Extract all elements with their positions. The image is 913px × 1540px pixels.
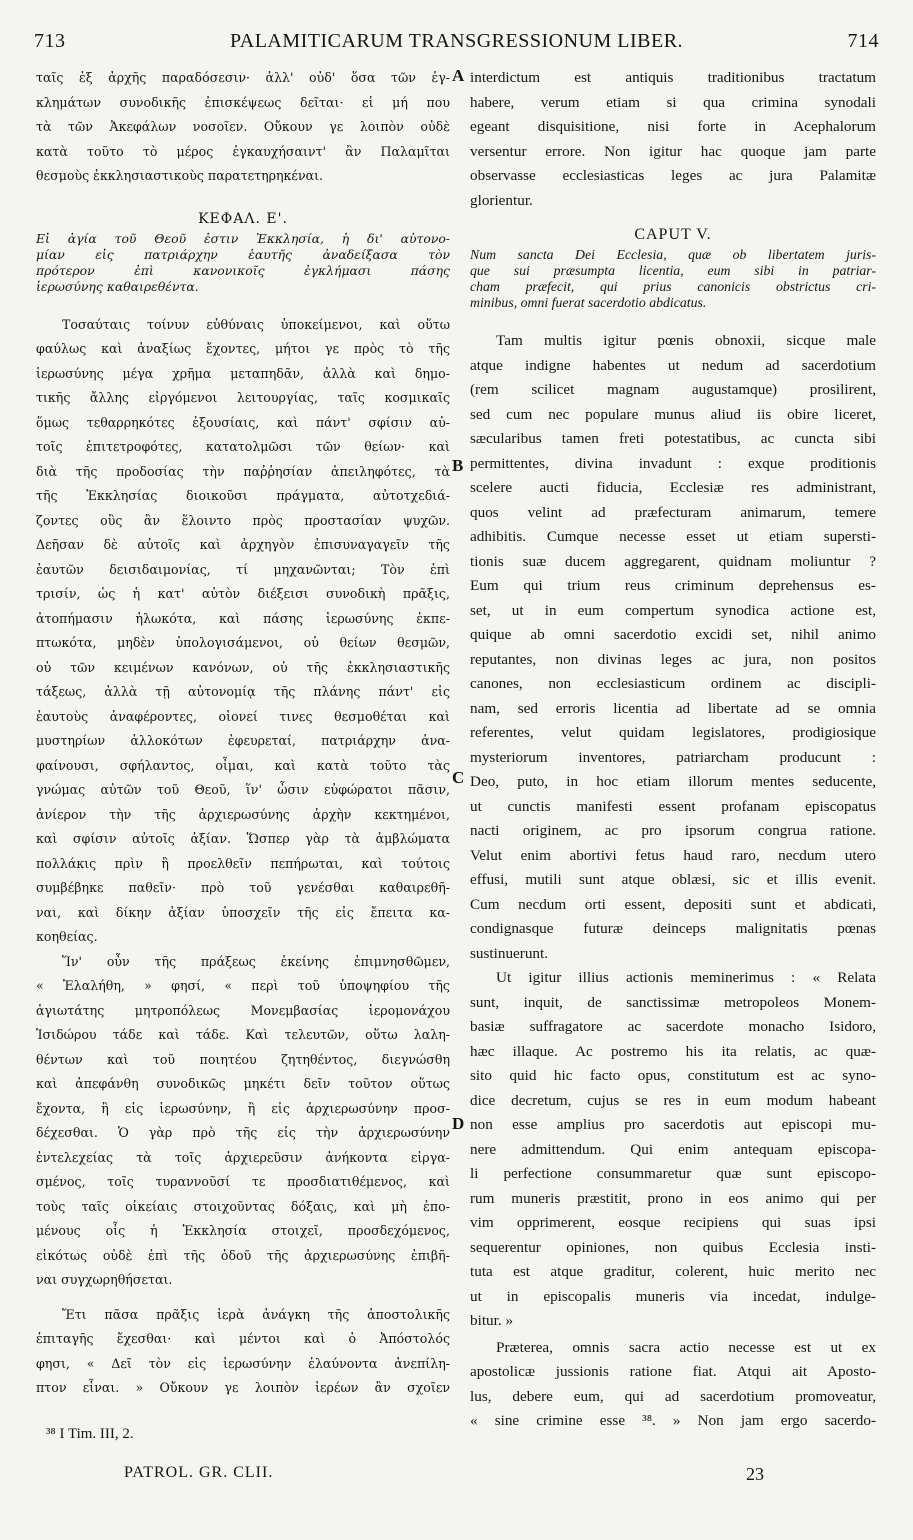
page-header (28, 30, 885, 56)
text-line: τοῖς ἐπιτετροφότες, κατατολμῶσι τῶν θείων· καὶ (36, 439, 450, 454)
text-line: referentes, velut quidam legislatores, prodigiosique (470, 724, 876, 741)
summary-line: Εἰ ἁγία τοῦ Θεοῦ ἐστιν Ἐκκλησία, ἡ δι' αὐτονο- (36, 230, 450, 246)
latin-intro (470, 66, 876, 213)
text-line: μένους οἷς ἡ Ἐκκλησία στοιχεῖ, προσδεχόμενος, (36, 1223, 450, 1238)
text-line: egeant disquisitione, nisi forte in Acephalorum (470, 118, 876, 135)
text-line: bitur. » (470, 1312, 514, 1329)
text-line: ναι, καὶ δίκην ἀξίαν ὑποσχεῖν τῆς εἰς ἔπειτα κα- (36, 904, 450, 920)
text-line: θέντων καὶ τοῦ ποιητέου ζητηθέντος, διεγνώσθη (36, 1051, 450, 1067)
text-line: « sine crimine esse ³⁸. » Non jam ergo sacerdo- (470, 1412, 876, 1429)
text-line: φησι, « Δεῖ τὸν εἰς ἱερωσύνην ἐλαύνοντα ἀνεπίλη- (36, 1355, 450, 1371)
right-page-number: 714 (847, 30, 879, 52)
text-line: ἱερωσύνης μέγα χρῆμα μεταπηδᾶν, ἀλλὰ καὶ δημο- (36, 365, 450, 381)
text-line: ἐντελεχείας τὰ τοῖς ἀρχιερεῦσιν ἀνήκοντα εἰργα- (36, 1149, 450, 1165)
text-line: γνώμας αὐτῶν τοῦ Θεοῦ, ἵν' ὦσιν εὐφώρατοι πᾶσιν, (36, 782, 450, 797)
text-line: basiæ suffragatore ac sacerdote monacho Isidoro, (470, 1018, 876, 1035)
text-line: nere admittendum. Qui enim antequam episcopa- (470, 1140, 876, 1158)
text-line: συμβέβηκε παθεῖν· πρὸ τοῦ γενέσθαι καθαιρεθῆ- (36, 880, 450, 895)
sheet-number: 23 (746, 1464, 764, 1484)
text-line: sito quid hic facto opus, constitutum est ac syno- (470, 1067, 876, 1084)
text-line: dice decretum, cujus se res in eum modum habeant (470, 1091, 876, 1109)
summary-line: minibus, omni fuerat sacerdotio abdicatus. (470, 295, 707, 310)
greek-chapter-heading: ΚΕΦΑΛ. Ε'. (198, 210, 288, 227)
text-line: lus, debere eum, qui ad sacerdotium promoveatur, (470, 1387, 876, 1405)
text-line: habere, verum etiam si qua crimina synodali (470, 93, 876, 111)
text-line: σμένος, τοῖς τυραννοῦσί τε προσδιατιθέμενος, καὶ (36, 1174, 450, 1189)
text-line: ἁγιωτάτης μητροπόλεως Μονεμβασίας ἱερομονάχου (36, 1002, 450, 1018)
text-line: effusi, mutili sunt atque oblæsi, sic et illis evenit. (470, 871, 876, 888)
text-line: καὶ ἀπεφάνθη συνοδικῶς μηκέτι δεῖν τοῦτον οὕτως (36, 1076, 450, 1091)
text-line: Velut enim abortivi fetus haud raro, necdum utero (470, 846, 876, 864)
text-line: glorientur. (470, 191, 533, 209)
summary-line: Num sancta Dei Ecclesia, quæ ob libertatem juris- (470, 247, 876, 262)
margin-letter-a: A (452, 66, 465, 85)
text-line: ἀτοπήμασιν ἡλωκότα, καὶ πάσης ἱερωσύνης ἐκπε- (36, 610, 450, 626)
text-line: Ἵν' οὖν τῆς πράξεως ἐκείνης ἐπιμνησθῶμεν, (62, 953, 450, 969)
text-line: τρισίν, ὡς ἡ κατ' αὐτὸν διέξεισι συνοδικὴ πρᾶξις, (36, 586, 450, 601)
text-line: sæcularibus tamen freti potestatibus, ac cuncta sibi (470, 430, 876, 447)
latin-paragraph-1 (470, 329, 876, 966)
greek-intro (36, 66, 450, 189)
text-line: adhibitis. Cumque necesse esset ut etiam supersti- (470, 528, 876, 545)
text-line: φαύλως καὶ ἀναξίως ἔχοντες, μήτοι γε πρὸς τὸ τῆς (36, 341, 450, 356)
greek-paragraph-2 (36, 950, 450, 1293)
text-line: scelere aucti fiducia, Ecclesiæ res administrant, (470, 479, 876, 496)
text-line: quos velint ad præfecturam animarum, temere (470, 503, 876, 521)
text-line: καὶ σφίσιν αὐτοῖς ἀξίαν. Ὥσπερ γὰρ τὰ ἀμβλώματα (36, 831, 450, 846)
text-line: ἑαυτοὺς ἀναφέροντες, οἱονεί τινες θεσμοθέται καὶ (36, 708, 450, 724)
text-line: Deo, puto, in hoc etiam illorum mentes seducente, (470, 773, 876, 790)
text-line: τοὺς ταῖς οἰκείαις στοιχοῦντας δόξαις, καὶ μὴ ἑπο- (36, 1198, 450, 1214)
text-line: li perfectione consummaretur quæ sunt episcopo- (470, 1165, 876, 1182)
text-line: διὰ τῆς προδοσίας τὴν παῤῥησίαν ἀπειληφότες, τὰ (36, 463, 450, 479)
text-line: τάξεως, ἀλλὰ τῇ αὐτονομίᾳ τῆς πλάνης πάντ' εἰς (36, 684, 450, 699)
text-line: tuta est atque graditur, colerent, huic merito nec (470, 1263, 876, 1280)
latin-column (470, 66, 876, 1434)
text-line: κοηθείας. (36, 929, 98, 944)
summary-line: μίαν εἰς πατριάρχην ἑαυτῆς ἀναδείξασα τὸν (36, 246, 450, 262)
text-line: sunt, inquit, de sanctissimæ metropoleos Monem- (470, 993, 876, 1011)
text-line: permittentes, divina invadunt : exque proditionis (470, 454, 876, 472)
text-line: πτον εἶναι. » Οὔκουν γε λοιπὸν ἱερέων ἂν σχοῖεν (36, 1380, 450, 1395)
summary-line: πρότερον ἐπὶ κανονικοῖς ἐγκλήμασι πάσης (36, 262, 450, 278)
text-line: Præterea, omnis sacra actio necesse est ut ex (496, 1338, 876, 1356)
text-line: quique ab omni sacerdotio excidi set, nihil animo (470, 626, 876, 643)
summary-line: ἱερωσύνης καθαιρεθέντα. (36, 278, 199, 294)
text-line: κατὰ τοῦτο τὸ μέρος ἐγκαυχήσαιντ' ἂν Παλαμῖται (36, 143, 450, 159)
text-line: versentur errore. Non igitur hac quoque jam parte (470, 142, 876, 160)
text-line: τικῆς ἄλλης εἰργόμενοι λειτουργίας, ταῖς κοσμικαῖς (36, 390, 450, 405)
text-line: ut in episcopalis muneris via incedat, indulge- (470, 1287, 876, 1305)
left-page-number: 713 (34, 30, 66, 52)
margin-letter-c: C (452, 768, 465, 787)
text-line: ἔχοντα, ἢ εἰς ἱερωσύνην, ἢ εἰς ἀρχιερωσύνην προσ- (36, 1100, 450, 1116)
text-line: Ἰσιδώρου τάδε καὶ τάδε. Καὶ τελευτῶν, οὕτω λαλη- (36, 1027, 450, 1042)
text-line: mysteriorum inventores, patriarcham producunt : (470, 748, 876, 766)
footnote: ³⁸ I Tim. III, 2. (46, 1426, 134, 1442)
latin-chapter-summary (470, 247, 876, 311)
text-line: (rem scilicet magnam augustamque) prosilirent, (470, 381, 876, 398)
text-line: apostolicæ jussionis ratione fiat. Atqui ait Aposto- (470, 1363, 876, 1380)
latin-chapter-heading: CAPUT V. (634, 226, 712, 243)
text-line: κλημάτων συνοδικῆς ἐπισκέψεως δεῖται· εἰ μή που (36, 94, 450, 110)
latin-paragraph-3 (470, 1336, 876, 1434)
running-title: PALAMITICARUM TRANSGRESSIONUM LIBER. (229, 30, 684, 52)
text-line: δέχεσθαι. Ὁ γὰρ πρὸ τῆς εἰς τὴν ἀρχιερωσύνην (36, 1125, 450, 1140)
text-line: Δεῆσαν δὲ αὐτοῖς καὶ ἀρχηγὸν ἐπισυναγαγεῖν τῆς (36, 537, 450, 552)
text-line: ναι συγχωρηθήσεται. (36, 1272, 173, 1287)
greek-column (36, 66, 450, 1401)
text-line: ἀνίερον τὴν τῆς ἀρχιερωσύνης ἀρχὴν κεκτημένοι, (36, 806, 450, 822)
text-line: nacti originem, ac pro ipsorum congrua ratione. (470, 822, 876, 839)
text-line: sustinuerunt. (470, 944, 549, 962)
text-line: tionis suæ ducem aggregarent, quidnam moliuntur ? (470, 552, 876, 570)
text-line: ut cunctis manifesti essent profanam episcopatus (470, 797, 876, 815)
summary-line: que sui præsumpta licentia, eum sibi in patriar- (470, 263, 876, 278)
text-line: rum muneris præstitit, prono in eos animo qui per (470, 1189, 876, 1207)
text-line: non esse amplius pro sacerdotis aut episcopi mu- (470, 1116, 876, 1133)
greek-paragraph-3 (36, 1303, 450, 1401)
margin-letter-b: B (452, 456, 464, 475)
text-line: condignasque futuræ deinceps malignitatis pœnas (470, 920, 876, 937)
text-line: ταῖς ἐξ ἀρχῆς παραδόσεσιν· ἀλλ' οὐδ' ὅσα τῶν ἐγ- (36, 70, 450, 85)
text-line: ζοντες οὓς ἂν ἕλοιντο πρὸς προστασίαν ψυχῶν. (36, 512, 450, 528)
text-line: Τοσαύταις τοίνυν εὐθύναις ὑποκείμενοι, καὶ οὕτω (62, 316, 450, 332)
summary-line: cham præfecit, qui prius canonicis obstrictus cri- (470, 279, 876, 294)
margin-letter-d: D (452, 1114, 465, 1133)
text-line: atque indigne habentes ut nedum ad sacerdotium (470, 356, 876, 374)
text-line: ἑαυτῶν δεισιδαιμονίας, τί μηχανῶνται; Τὸν ἐπὶ (36, 561, 450, 577)
text-line: Cum necdum orti essent, depositi sunt et abdicati, (470, 895, 876, 913)
text-line: ἐπιταγῆς ἔχεσθαι· καὶ μέντοι καὶ ὁ Ἀπόστολός (36, 1331, 450, 1346)
text-line: canones, non ecclesiasticum ordinem ac discipli- (470, 675, 876, 692)
text-line: sequerentur opiniones, non quibus Ecclesia insti- (470, 1238, 876, 1256)
text-line: εἰκότως οὐδὲ ἐπὶ τῆς ὁδοῦ τῆς ἀρχιερωσύνης ἐπιβῆ- (36, 1247, 450, 1263)
greek-chapter-summary (36, 231, 450, 295)
text-line: set, ut in eum compertum synodica actione est, (470, 601, 876, 619)
text-line: πολλάκις πρὶν ἢ προελθεῖν πεπήρωται, καὶ τούτοις (36, 855, 450, 871)
text-line: vim opprimerent, eosque recipiens qui suas ipsi (470, 1214, 876, 1231)
text-line: ὅμως τεθαρρηκότες ἐξουσίαις, καὶ πάντ' σφίσιν αὐ- (36, 414, 450, 430)
text-line: Ut igitur illius actionis meminerimus : « Relata (496, 969, 876, 986)
text-line: observasse ecclesiasticas leges ac jura Palamitæ (470, 167, 876, 184)
text-line: μυστηρίων ἀλλοκότων ἐφευρεταί, πατριάρχην ἀνα- (36, 733, 450, 748)
text-line: πτωκότα, μηδὲν ὑπολογισάμενοι, οὐ θείων θεσμῶν, (36, 635, 450, 650)
text-line: sed cum nec populare munus aliud iis obire liceret, (470, 405, 876, 423)
volume-signature: PATROL. GR. CLII. (124, 1464, 274, 1481)
text-line: reputantes, non divinas leges ac jura, non positos (470, 650, 876, 668)
text-line: Ἔτι πᾶσα πρᾶξις ἱερὰ ἀνάγκη τῆς ἀποστολικῆς (62, 1306, 450, 1322)
text-line: Tam multis igitur pœnis obnoxii, sicque male (496, 332, 876, 349)
latin-paragraph-2 (470, 966, 876, 1334)
text-line: hæc illaque. Ac postremo his ita relatis, ac quæ- (470, 1042, 876, 1060)
text-line: τὰ τῶν Ἀκεφάλων νοσοῖεν. Οὔκουν γε λοιπὸν οὐδὲ (36, 119, 450, 134)
text-line: τῆς Ἐκκλησίας διοικοῦσι πράγματα, αὐτοτχεδιά- (36, 488, 450, 503)
text-line: interdictum est antiquis traditionibus tractatum (470, 69, 876, 86)
greek-paragraph-1 (36, 313, 450, 950)
text-line: « Ἐλαλήθη, » φησί, « περὶ τοῦ ὑποψηφίου τῆς (36, 978, 450, 993)
text-line: nam, sed erroris licentia ad libertate ad se omnia (470, 699, 876, 717)
text-line: θεσμοὺς ἐκκλησιαστικοὺς παρατετηρηκέναι. (36, 168, 324, 183)
text-line: οὐ τῶν κειμένων κανόνων, οὐ τῆς ἐκκλησιαστικῆς (36, 659, 450, 675)
text-line: φαίνουσι, σφήλαντος, οἶμαι, καὶ κατὰ τοῦτο τὰς (36, 757, 450, 773)
text-line: Eum qui trium reus criminum deprehensus es- (470, 577, 876, 594)
